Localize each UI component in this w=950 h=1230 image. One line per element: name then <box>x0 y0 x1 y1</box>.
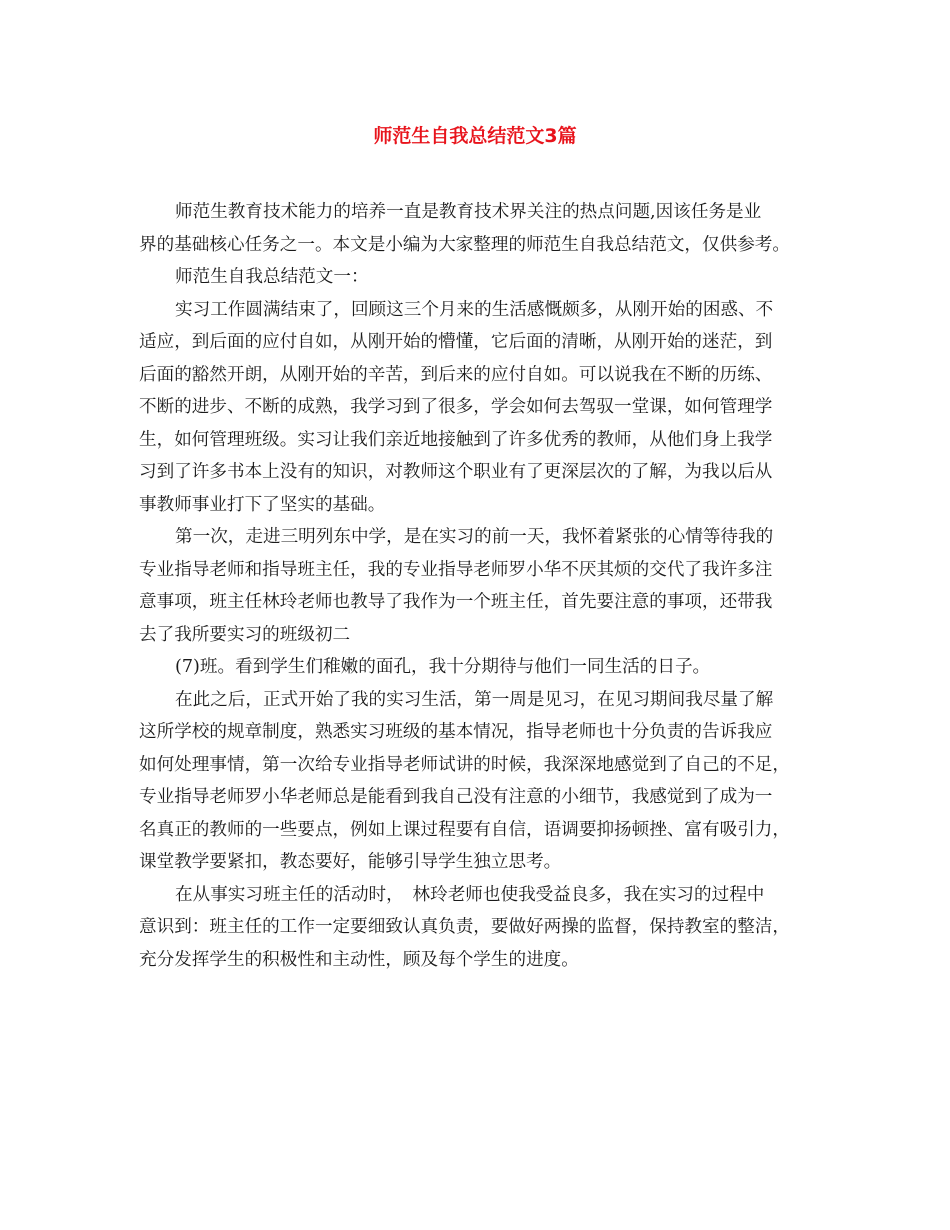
text-line: 如何处理事情，第一次给专业指导老师试讲的时候，我深深地感觉到了自己的不足， <box>139 754 790 775</box>
text-line: 不断的进步、不断的成熟，我学习到了很多，学会如何去驾驭一堂课，如何管理学 <box>139 397 773 417</box>
text-line: 在此之后，正式开始了我的实习生活，第一周是见习，在见习期间我尽量了解 <box>175 689 774 710</box>
text-line: 专业指导老师罗小华老师总是能看到我自己没有注意的小细节，我感觉到了成为一 <box>139 787 773 807</box>
document-body <box>139 196 819 976</box>
text-line: 意事项，班主任林玲老师也教导了我作为一个班主任，首先要注意的事项，还带我 <box>139 592 773 612</box>
text-line: 课堂教学要紧扣，教态要好，能够引导学生独立思考。 <box>139 852 562 872</box>
text-line: 生，如何管理班级。实习让我们亲近地接触到了许多优秀的教师，从他们身上我学 <box>139 429 773 450</box>
text-line: 去了我所要实习的班级初二 <box>139 624 351 645</box>
text-line: 充分发挥学生的积极性和主动性，顾及每个学生的进度。 <box>139 949 579 970</box>
text-line: 后面的豁然开朗，从刚开始的辛苦，到后来的应付自如。可以说我在不断的历练、 <box>139 364 773 385</box>
text-line: 专业指导老师和指导班主任，我的专业指导老师罗小华不厌其烦的交代了我许多注 <box>139 559 773 580</box>
text-line: 适应，到后面的应付自如，从刚开始的懵懂，它后面的清晰，从刚开始的迷茫，到 <box>139 332 773 352</box>
text-line: 事教师事业打下了坚实的基础。 <box>139 494 386 515</box>
text-line: 意识到：班主任的工作一定要细致认真负责，要做好两操的监督，保持教室的整洁， <box>139 917 790 937</box>
document-title: 师范生自我总结范文3篇 <box>373 125 577 147</box>
text-line: 名真正的教师的一些要点，例如上课过程要有自信，语调要抑扬顿挫、富有吸引力， <box>139 819 790 840</box>
text-line: 界的基础核心任务之一。本文是小编为大家整理的师范生自我总结范文，仅供参考。 <box>139 234 790 255</box>
text-line: (7)班。看到学生们稚嫩的面孔，我十分期待与他们一同生活的日子。 <box>175 657 711 677</box>
text-line: 第一次，走进三明列东中学，是在实习的前一天，我怀着紧张的心情等待我的 <box>175 527 774 547</box>
text-line: 习到了许多书本上没有的知识，对教师这个职业有了更深层次的了解，为我以后从 <box>139 462 773 482</box>
text-line: 师范生自我总结范文一： <box>175 267 369 287</box>
text-line: 师范生教育技术能力的培养一直是教育技术界关注的热点问题,因该任务是业 <box>175 202 762 222</box>
text-line: 实习工作圆满结束了，回顾这三个月来的生活感慨颇多，从刚开始的困惑、不 <box>175 299 774 320</box>
text-line: 在从事实习班主任的活动时， 林玲老师也使我受益良多，我在实习的过程中 <box>175 884 765 905</box>
text-line: 这所学校的规章制度，熟悉实习班级的基本情况，指导老师也十分负责的告诉我应 <box>139 722 773 742</box>
